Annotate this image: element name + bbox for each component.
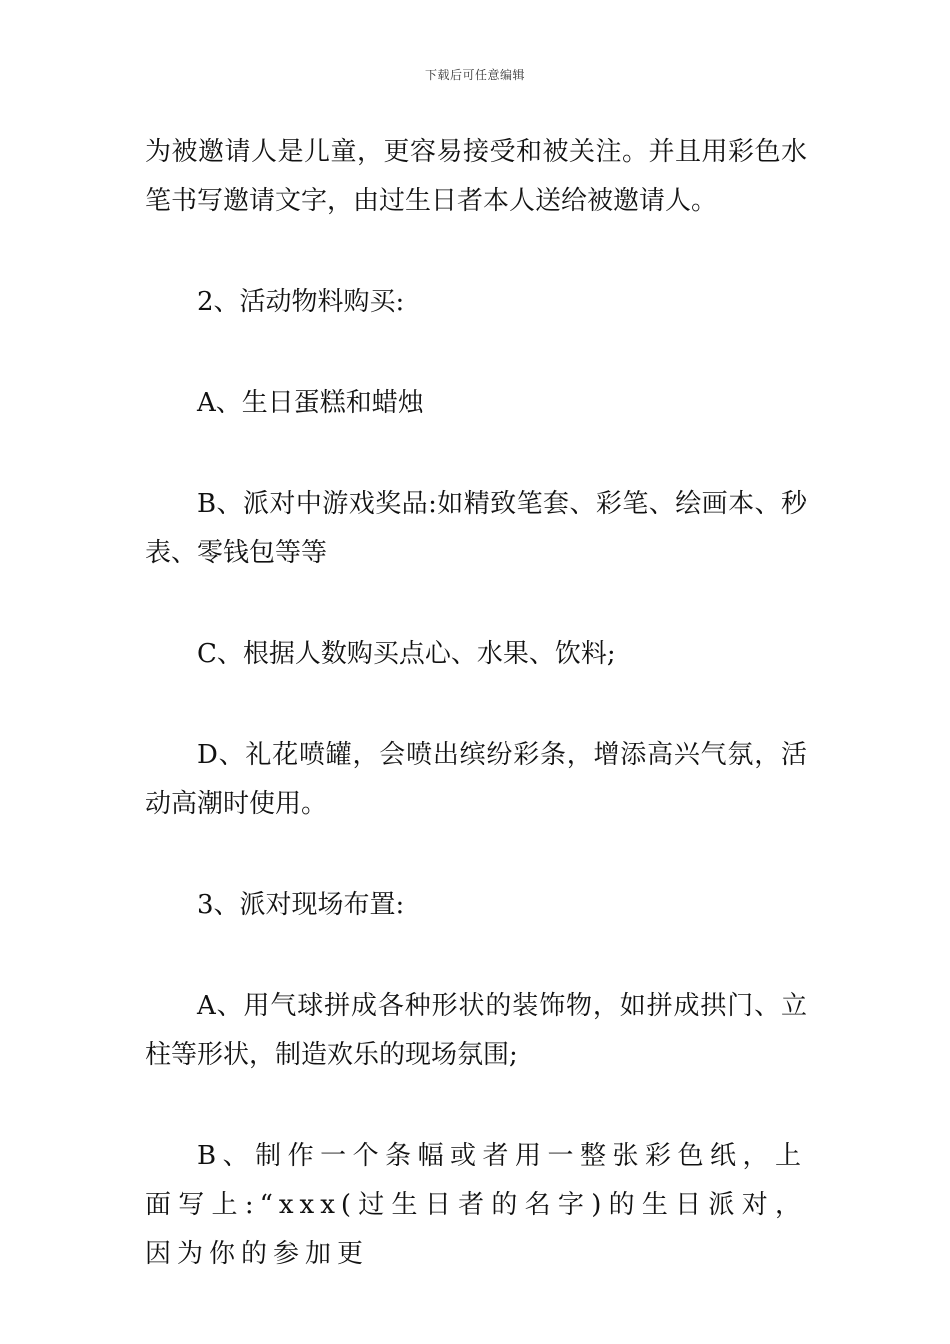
heading-venue-decoration: 3、派对现场布置: (197, 890, 405, 920)
list-item-game-prizes: B、派对中游戏奖品:如精致笔套、彩笔、绘画本、秒表、零钱包等等 (145, 489, 807, 568)
list-item-cake-candles: A、生日蛋糕和蜡烛 (197, 388, 424, 418)
list-item-snacks-drinks: C、根据人数购买点心、水果、饮料; (197, 639, 616, 669)
paragraph-invitation-continued: 为被邀请人是儿童，更容易接受和被关注。并且用彩色水笔书写邀请文字，由过生日者本人送给被邀请人。 (145, 137, 807, 216)
heading-materials-purchase: 2、活动物料购买: (197, 287, 405, 317)
list-item-confetti-cannons: D、礼花喷罐，会喷出缤纷彩条，增添高兴气氛，活动高潮时使用。 (145, 740, 807, 819)
list-item-balloon-decor: A、用气球拼成各种形状的装饰物，如拼成拱门、立柱等形状，制造欢乐的现场氛围; (145, 991, 807, 1070)
document-body (145, 128, 807, 1279)
page-header: 下载后可任意编辑 (424, 68, 525, 82)
list-item-banner: B、制作一个条幅或者用一整张彩色纸，上面写上:“xxx(过生日者的名字)的生日派对，因为你的参加更 (145, 1141, 807, 1269)
